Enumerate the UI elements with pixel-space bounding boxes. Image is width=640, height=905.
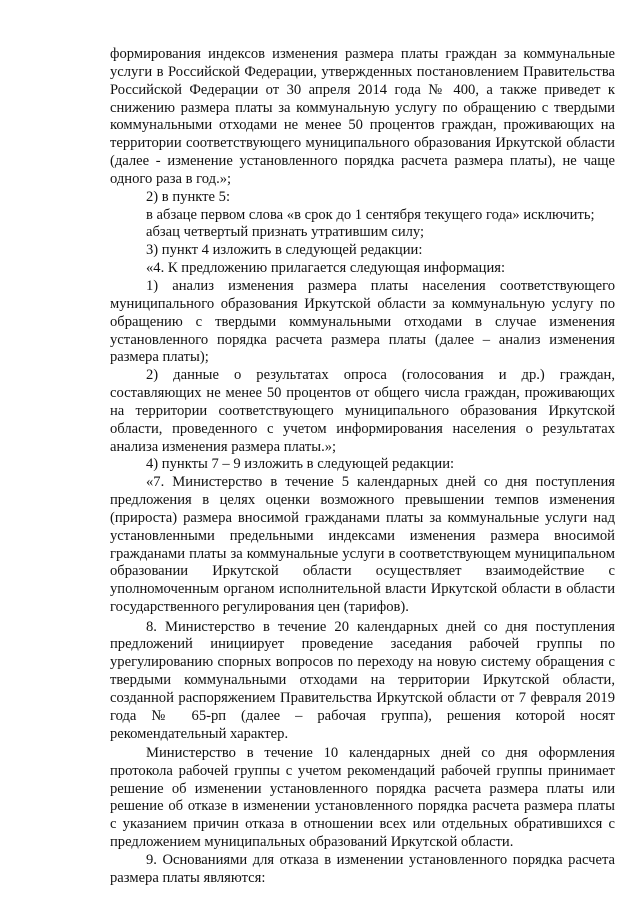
- paragraph-clause-4-sub-2: 2) данные о результатах опроса (голосования и др.) граждан, составляющих не менее 50 процентов от общего числа граждан, проживающих на территории соответствующего муниципального образования Иркутской области, проведенного с учетом информирования населения о результатах анализа изменения размера платы.»;: [110, 367, 615, 455]
- paragraph-item-2: 2) в пункте 5:: [146, 188, 231, 205]
- paragraph-clause-8-decision: Министерство в течение 10 календарных дней со дня оформления протокола рабочей группы с учетом рекомендаций рабочей группы принимает решение об изменении установленного порядка расчета размера платы или решение об отказе в изменении установленного порядка расчета размера платы с указанием причин отказа в отношении всех или отдельных обратившихся с предложением муниципальных образований Иркутской области.: [110, 744, 615, 851]
- paragraph-item-4: 4) пункты 7 – 9 изложить в следующей редакции:: [146, 456, 455, 473]
- paragraph-clause-9: 9. Основаниями для отказа в изменении установленного порядка расчета размера платы являются:: [110, 851, 615, 886]
- paragraph-abzac-fourth: абзац четвертый признать утратившим силу;: [146, 224, 425, 241]
- paragraph-clause-7: «7. Министерство в течение 5 календарных дней со дня поступления предложения в целях оценки возможного превышении темпов изменения (прироста) размера вносимой гражданами платы за коммунальные услуги над установленными предельными индексами изменения размера вносимой гражданами платы за коммунальные услуги в соответствующем муниципальном образовании Иркутской области осуществляет взаимодействие с уполномоченным органом исполнительной власти Иркутской области в области государственного регулирования цен (тарифов).: [110, 474, 615, 616]
- paragraph-continuation: формирования индексов изменения размера платы граждан за коммунальные услуги в Российской Федерации, утвержденных постановлением Правительства Российской Федерации от 30 апреля 2014 года № 400, а также приведет к снижению размера платы за коммунальную услугу по обращению с твердыми коммунальными отходами не менее 50 процентов граждан, проживающих на территории соответствующего муниципального образования Иркутской области (далее - изменение установленного порядка расчета размера платы), не чаще одного раза в год.»;: [110, 46, 615, 187]
- document-page: [110, 46, 615, 888]
- paragraph-abzac-first: в абзаце первом слова «в срок до 1 сентября текущего года» исключить;: [146, 206, 595, 223]
- paragraph-clause-4-sub-1: 1) анализ изменения размера платы населения соответствующего муниципального образования Иркутской области за коммунальную услугу по обращению с твердыми коммунальными отходами в случае изменения установленного порядка расчета размера платы (далее – анализ изменения размера платы);: [110, 277, 615, 366]
- paragraph-clause-8: 8. Министерство в течение 20 календарных дней со дня поступления предложений инициирует проведение заседания рабочей группы по урегулированию спорных вопросов по переходу на новую систему обращения с твердыми коммунальными отходами на территории Иркутской области, созданной распоряжением Правительства Иркутской области от 7 февраля 2019 года № 65-рп (далее – рабочая группа), решения которой носят рекомендательный характер.: [110, 618, 615, 742]
- paragraph-item-3: 3) пункт 4 изложить в следующей редакции:: [146, 242, 423, 259]
- paragraph-clause-4: «4. К предложению прилагается следующая информация:: [146, 260, 506, 277]
